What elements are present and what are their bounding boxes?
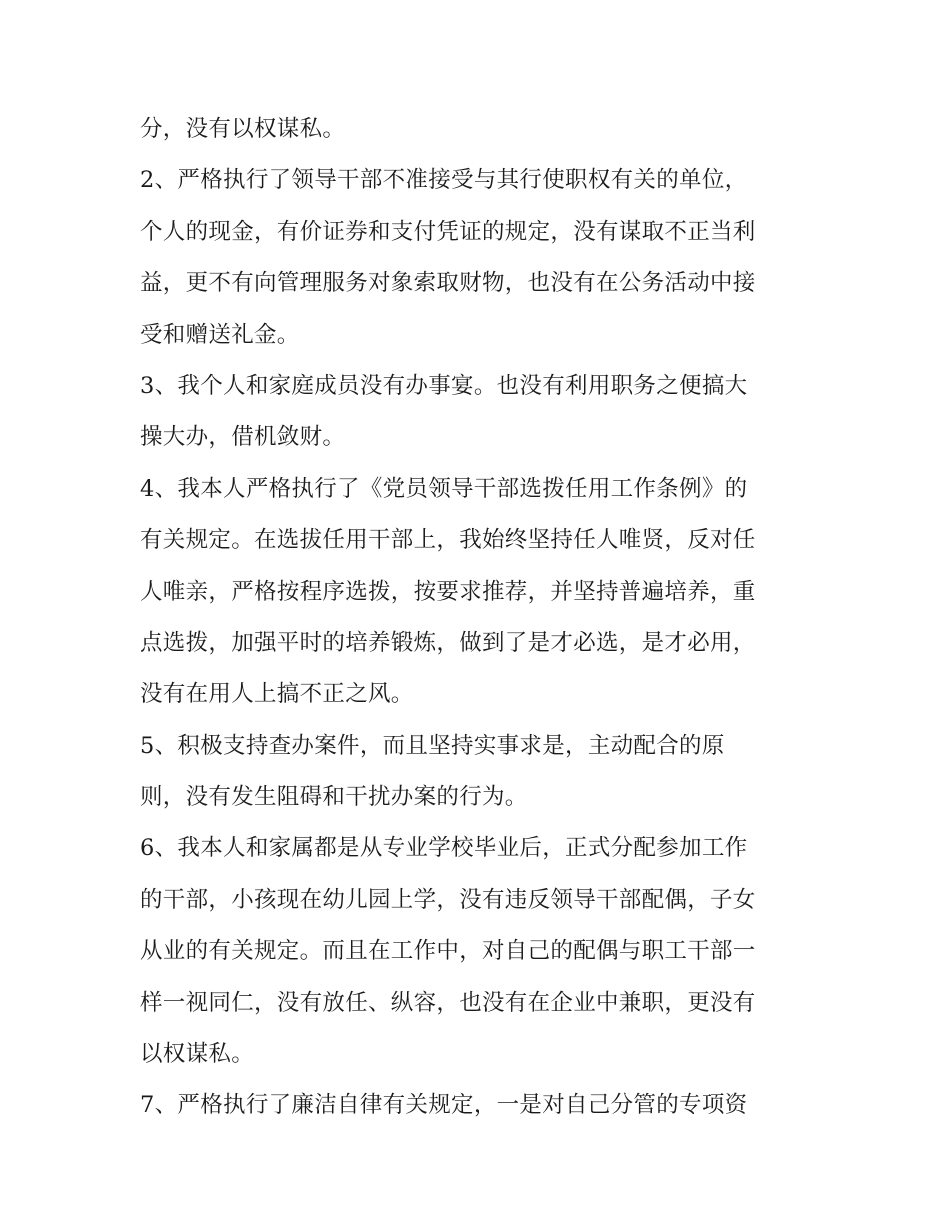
text-line: 的干部，小孩现在幼儿园上学，没有违反领导干部配偶，子女	[140, 886, 756, 913]
text-line: 没有在用人上搞不正之风。	[140, 681, 414, 708]
text-line: 益，更不有向管理服务对象索取财物，也没有在公务活动中接	[140, 270, 756, 297]
text-line: 以权谋私。	[140, 1041, 255, 1068]
text-line: 个人的现金，有价证券和支付凭证的规定，没有谋取不正当利	[140, 218, 756, 245]
text-line: 操大办，借机敛财。	[140, 424, 346, 451]
text-line: 人唯亲，严格按程序选拨，按要求推荐，并坚持普遍培养，重	[140, 578, 756, 605]
text-line: 样一视同仁，没有放任、纵容，也没有在企业中兼职，更没有	[140, 989, 756, 1016]
text-line: 2、严格执行了领导干部不准接受与其行使职权有关的单位，	[140, 167, 748, 194]
text-line: 5、积极支持查办案件，而且坚持实事求是，主动配合的原	[140, 732, 725, 759]
text-line: 点选拨，加强平时的培养锻炼，做到了是才必选，是才必用，	[140, 629, 756, 656]
text-line: 7、严格执行了廉洁自律有关规定，一是对自己分管的专项资	[140, 1092, 748, 1119]
text-line: 3、我个人和家庭成员没有办事宴。也没有利用职务之便搞大	[140, 372, 748, 399]
text-line: 则，没有发生阻碍和干扰办案的行为。	[140, 784, 528, 811]
text-line: 从业的有关规定。而且在工作中，对自己的配偶与职工干部一	[140, 938, 756, 965]
text-line: 6、我本人和家属都是从专业学校毕业后，正式分配参加工作	[140, 835, 748, 862]
text-line: 分，没有以权谋私。	[140, 116, 346, 142]
text-line: 有关规定。在选拔任用干部上，我始终坚持任人唯贤，反对任	[140, 527, 756, 554]
text-line: 受和赠送礼金。	[140, 321, 300, 348]
document-body	[140, 104, 830, 1132]
text-line: 4、我本人严格执行了《党员领导干部选拨任用工作条例》的	[140, 475, 748, 502]
